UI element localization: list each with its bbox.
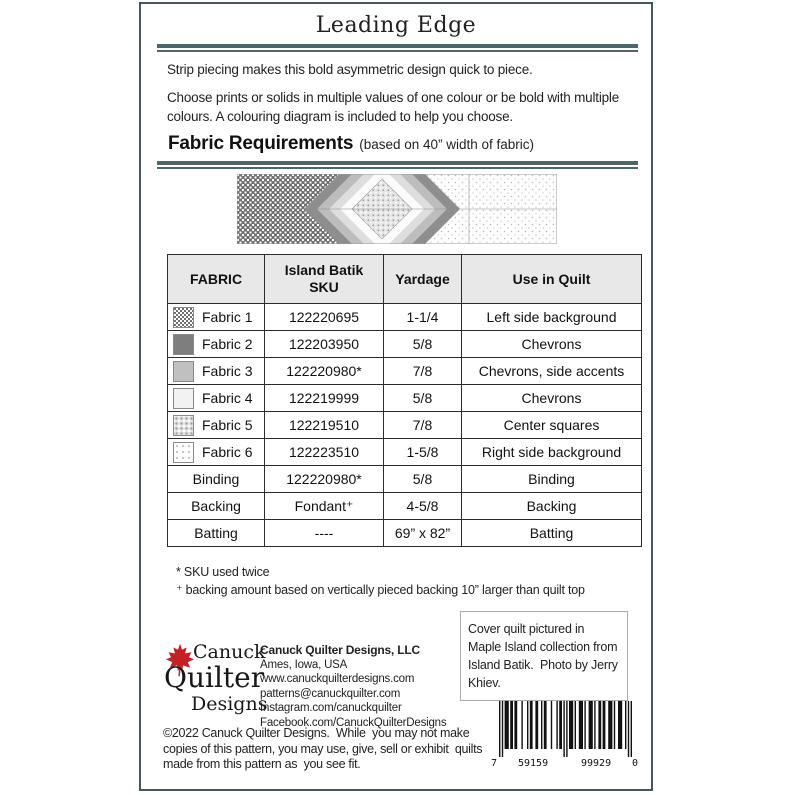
footnotes (176, 563, 646, 599)
sku-value: 122219510 (265, 412, 384, 439)
footnote-sku: * SKU used twice (176, 565, 270, 579)
fabric-name: Fabric 1 (202, 309, 253, 325)
barcode-bars (499, 701, 632, 757)
title-double-rule (157, 44, 638, 52)
table-row-fabric-1 (168, 304, 642, 331)
intro-paragraph-1: Strip piecing makes this bold asymmetric design quick to piece. (167, 62, 533, 77)
table-row-fabric-3 (168, 358, 642, 385)
copyright-notice: ©2022 Canuck Quilter Designs. While you may not make copies of this pattern, you may use, give, sell or exhibit quilts made from this pattern as you see fit. (163, 726, 486, 771)
section-subheading: (based on 40” width of fabric) (359, 137, 535, 152)
col-header-yardage: Yardage (384, 255, 462, 304)
col-header-use: Use in Quilt (462, 255, 642, 304)
sku-value: Fondant⁺ (265, 493, 384, 520)
fabric-name: Fabric 4 (202, 390, 253, 406)
yardage-value: 7/8 (384, 358, 462, 385)
yardage-value: 1-5/8 (384, 439, 462, 466)
section-heading: Fabric Requirements (168, 133, 354, 154)
fabric-swatch-off-white (173, 388, 194, 409)
yardage-value: 7/8 (384, 412, 462, 439)
table-row-fabric-6 (168, 439, 642, 466)
col-header-sku: Island Batik SKU (265, 255, 384, 304)
quilt-strip-preview-image (237, 174, 557, 244)
publisher-website: www.canuckquilterdesigns.com (260, 673, 415, 686)
fabric-swatch-solid-gray (173, 334, 194, 355)
fabric-swatch-light-dots (173, 415, 194, 436)
use-value: Chevrons (462, 385, 642, 412)
fabric-name: Backing (191, 498, 241, 514)
fabric-name: Binding (192, 471, 240, 487)
fabric-name: Fabric 3 (202, 363, 253, 379)
sku-value: 122220980* (265, 466, 384, 493)
sku-value: 122223510 (265, 439, 384, 466)
fabric-name: Fabric 6 (202, 444, 253, 460)
barcode-digit-4: 0 (632, 758, 639, 769)
yardage-value: 69” x 82” (384, 520, 462, 547)
publisher-facebook: Facebook.com/CanuckQuilterDesigns (260, 716, 447, 729)
intro-paragraph-2: Choose prints or solids in multiple values of one colour or be bold with multiple colours. A colouring diagram is included to help you choose. (167, 90, 620, 124)
use-value: Right side background (462, 439, 642, 466)
sku-value: 122203950 (265, 331, 384, 358)
cover-note-box: Cover quilt pictured in Maple Island collection from Island Batik. Photo by Jerry Khiev. (460, 611, 628, 701)
sku-value: 122219999 (265, 385, 384, 412)
logo-word-designs: Designs (191, 693, 268, 715)
logo-word-canuck: Canuck (193, 641, 266, 663)
sku-value: ---- (265, 520, 384, 547)
table-row-batting (168, 520, 642, 547)
upc-barcode (489, 701, 641, 773)
table-row-fabric-5 (168, 412, 642, 439)
publisher-email: patterns@canuckquilter.com (260, 687, 401, 700)
table-row-fabric-4 (168, 385, 642, 412)
use-value: Center squares (462, 412, 642, 439)
section-double-rule (157, 161, 638, 169)
fabric-name: Fabric 5 (202, 417, 253, 433)
pattern-sheet (139, 2, 653, 791)
sku-value: 122220695 (265, 304, 384, 331)
yardage-value: 5/8 (384, 385, 462, 412)
logo-word-quilter: Quilter (164, 661, 265, 694)
barcode-digit-group-2: 99929 (581, 758, 612, 769)
fabric-swatch-dark-checker (173, 307, 194, 328)
barcode-digit-1: 7 (491, 758, 498, 769)
fabric-requirements-table (167, 254, 642, 547)
publisher-contact-block (260, 643, 450, 731)
use-value: Binding (462, 466, 642, 493)
use-value: Left side background (462, 304, 642, 331)
publisher-name: Canuck Quilter Designs, LLC (260, 643, 420, 657)
col-header-fabric: FABRIC (168, 255, 265, 304)
table-header-row (168, 255, 642, 304)
use-value: Chevrons (462, 331, 642, 358)
table-row-backing (168, 493, 642, 520)
publisher-address: Ames, Iowa, USA (260, 658, 348, 671)
footnote-backing: ⁺ backing amount based on vertically pieced backing 10” larger than quilt top (176, 583, 585, 597)
fabric-swatch-solid-light-gray (173, 361, 194, 382)
yardage-value: 4-5/8 (384, 493, 462, 520)
yardage-value: 5/8 (384, 331, 462, 358)
fabric-name: Batting (194, 525, 238, 541)
sku-value: 122220980* (265, 358, 384, 385)
fabric-requirements-heading (168, 133, 534, 155)
barcode-digit-group-1: 59159 (518, 758, 549, 769)
use-value: Backing (462, 493, 642, 520)
table-row-fabric-2 (168, 331, 642, 358)
table-row-binding (168, 466, 642, 493)
use-value: Batting (462, 520, 642, 547)
yardage-value: 5/8 (384, 466, 462, 493)
yardage-value: 1-1/4 (384, 304, 462, 331)
use-value: Chevrons, side accents (462, 358, 642, 385)
fabric-name: Fabric 2 (202, 336, 253, 352)
publisher-instagram: Instagram.com/canuckquilter (260, 702, 402, 715)
pattern-title: Leading Edge (315, 13, 477, 38)
fabric-swatch-sparse-dots (173, 442, 194, 463)
